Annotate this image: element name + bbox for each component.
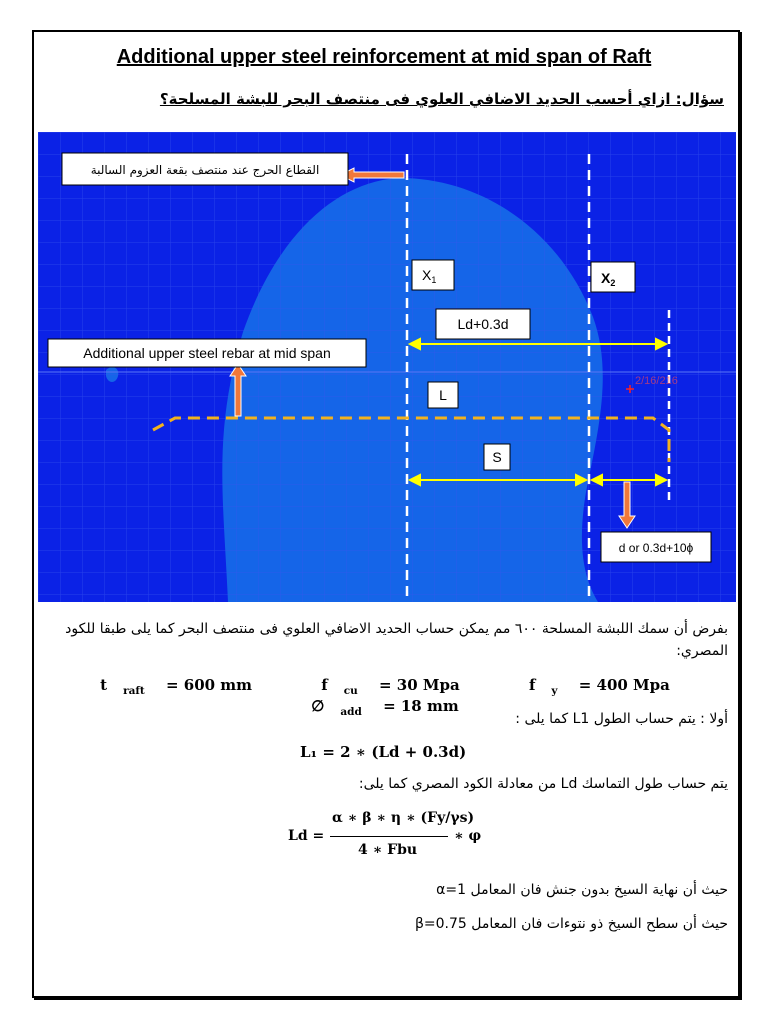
paragraph-step1: أولا : يتم حساب الطول L1 كما يلى : xyxy=(515,711,728,727)
param-fcu: f $_{cu}$ = 30 Mpa xyxy=(321,676,460,697)
L-label: L xyxy=(439,387,447,403)
ld-fraction-bar xyxy=(330,836,448,837)
paragraph-ld: يتم حساب طول التماسك Ld من معادلة الكود المصري كما يلى: xyxy=(358,776,728,792)
rebar-label: Additional upper steel rebar at mid span xyxy=(83,345,331,361)
param-t-raft: t $_{raft}$ = 600 mm xyxy=(100,676,253,697)
ld-tail: ∗ φ xyxy=(454,828,482,844)
equation-l1: L₁ = 2 ∗ (Ld + 0.3d) xyxy=(300,743,467,761)
S-label: S xyxy=(492,449,502,465)
raft-figure xyxy=(38,132,736,602)
param-fy: f $_y$ = 400 Mpa xyxy=(528,676,670,697)
equation-ld xyxy=(288,806,488,866)
rebar-mark-label: 2/16/216 xyxy=(635,375,678,387)
ld-label: Ld+0.3d xyxy=(457,316,509,332)
paragraph-beta: حيث أن سطح السيخ ذو نتوءات فان المعامل β=0.75 xyxy=(414,916,728,932)
page-title: Additional upper steel reinforcement at mid span of Raft xyxy=(116,46,652,68)
ld-lhs: Ld = xyxy=(288,828,325,844)
param-diameter: ∅ $_{add}$ = 18 mm xyxy=(311,697,459,718)
ld-denominator: 4 ∗ Fbu xyxy=(358,842,418,858)
d-label: d or 0.3d+10ϕ xyxy=(618,541,694,555)
paragraph-alpha: حيث أن نهاية السيخ بدون جنش فان المعامل α=1 xyxy=(436,882,728,898)
paragraph-assumption: بفرض أن سمك اللبشة المسلحة ٦٠٠ مم يمكن حساب الحديد الاضافي العلوي فى منتصف البحر كما يلى طبقا للكود المصري: xyxy=(65,621,728,659)
critical-label: القطاع الحرج عند منتصف بقعة العزوم السالبة xyxy=(90,163,320,177)
x1-label: $X_1$ xyxy=(422,267,437,285)
ld-numerator: α ∗ β ∗ η ∗ (Fy/γs) xyxy=(332,810,475,826)
x2-label: $X_2$ xyxy=(601,270,616,288)
question-text: سؤال: ازاي أحسب الحديد الاضافي العلوي فى منتصف البحر للبشة المسلحة؟ xyxy=(159,90,724,108)
